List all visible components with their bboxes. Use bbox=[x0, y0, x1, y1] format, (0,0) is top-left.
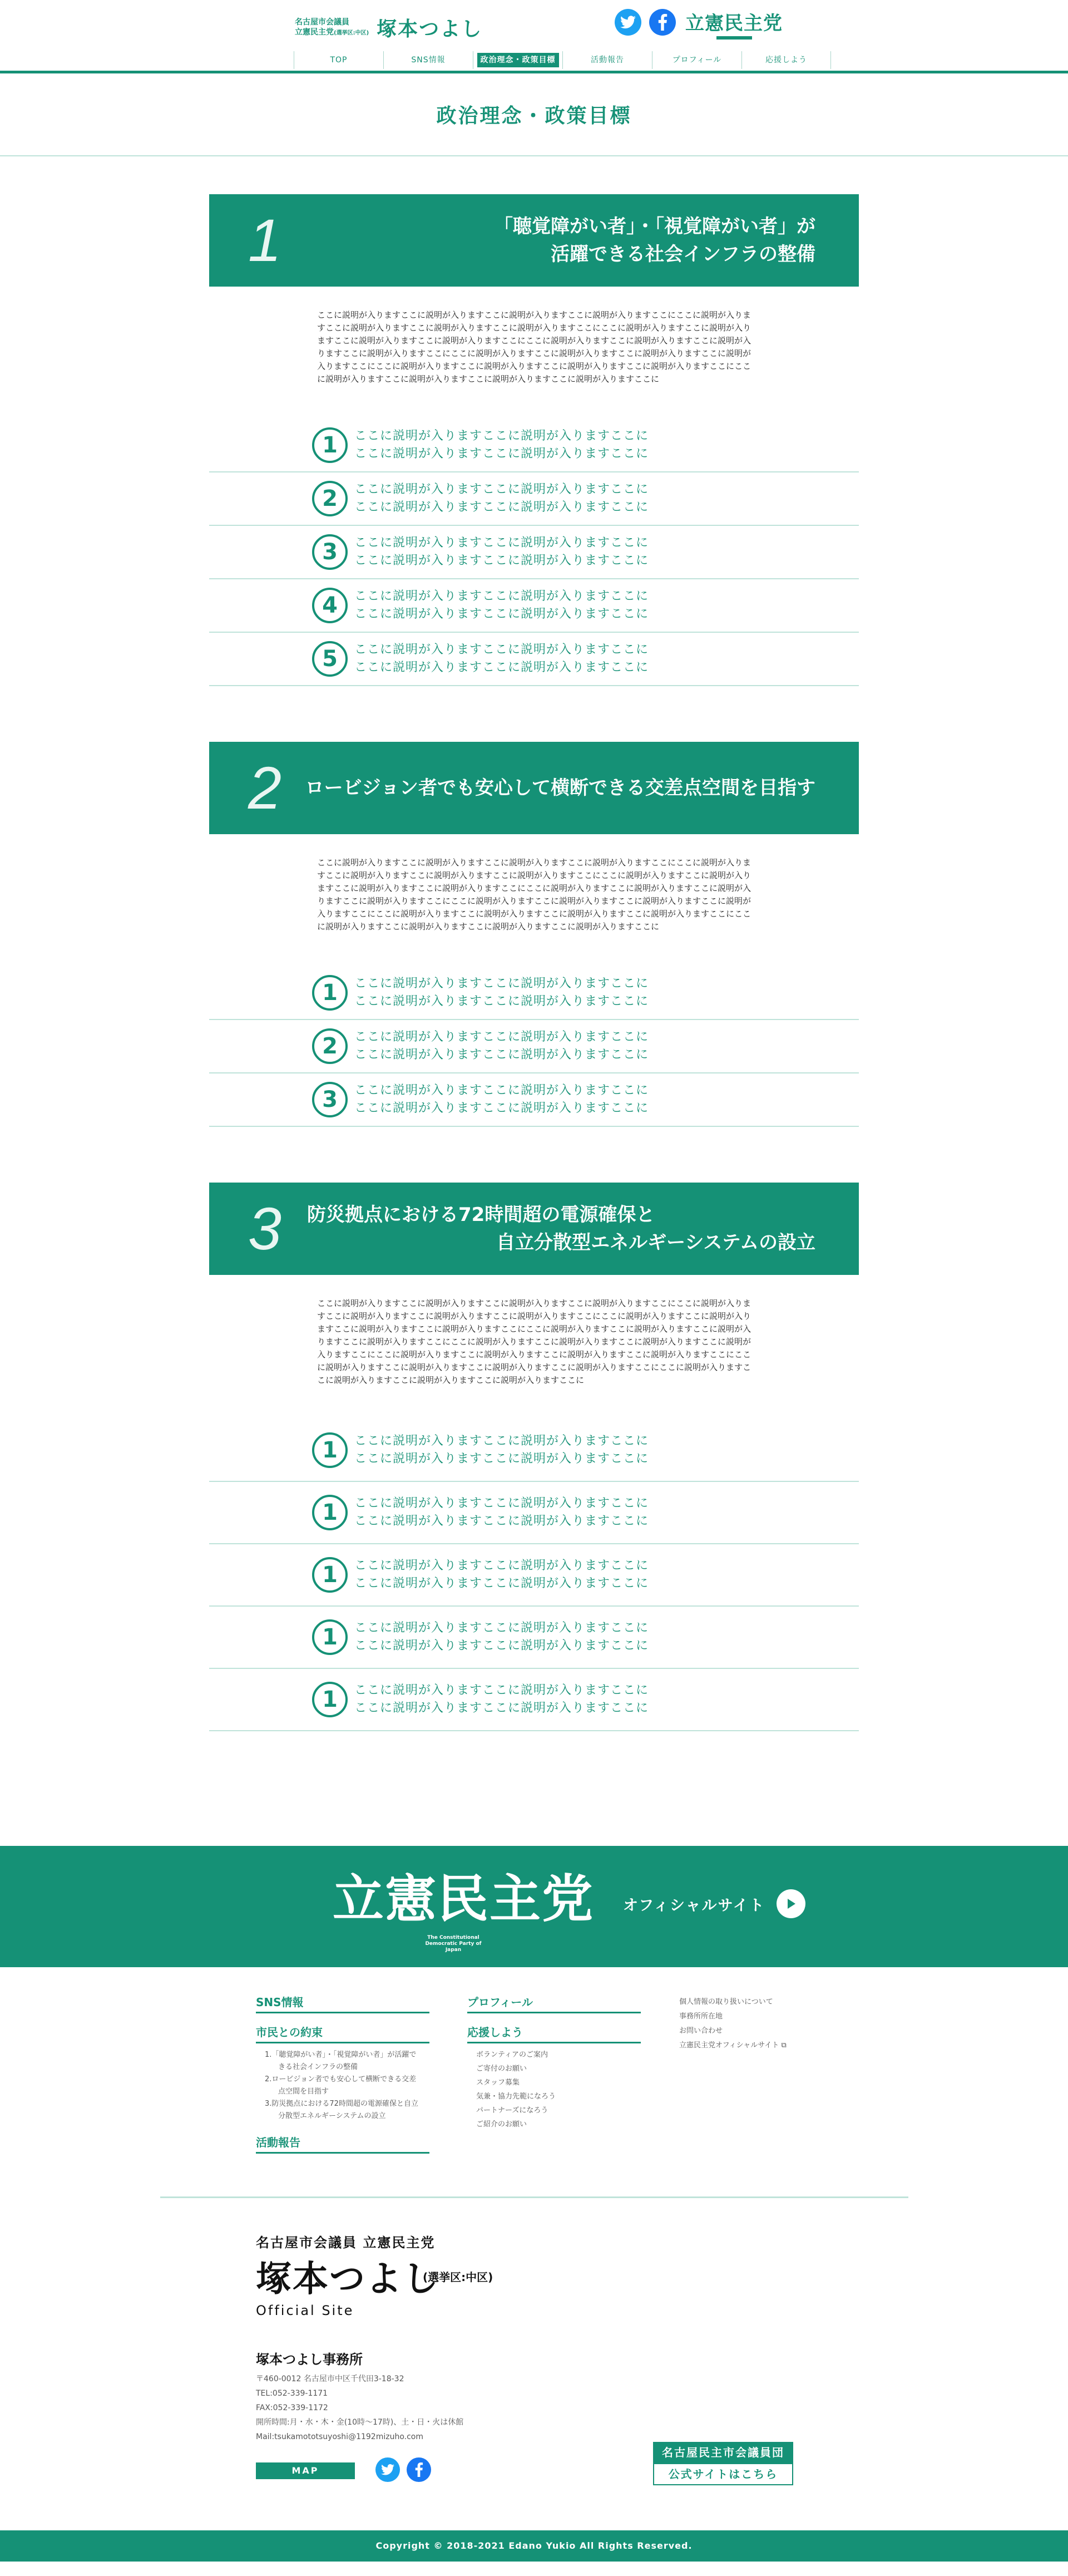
party-official-link[interactable]: 立憲民主党オフィシャルサイト ⧉ bbox=[679, 2041, 787, 2050]
brand-subtitle bbox=[295, 17, 369, 38]
support-item[interactable]: ボランティアのご案内 bbox=[476, 2051, 548, 2059]
goal-items bbox=[209, 419, 859, 686]
play-arrow-icon bbox=[777, 1889, 805, 1918]
item-number: 3 bbox=[312, 1082, 348, 1117]
goal-items bbox=[209, 967, 859, 1127]
promise-item[interactable]: 1.「聴覚障がい者」・「視覚障がい者」が活躍できる社会インフラの整備 bbox=[265, 2051, 417, 2071]
party-banner bbox=[0, 1846, 1068, 1967]
profile-area: (選挙区:中区) bbox=[423, 2270, 493, 2284]
goal-section-1 bbox=[209, 194, 859, 686]
office-address: 〒460-0012 名古屋市中区千代田3-18-32 bbox=[256, 2375, 404, 2383]
official-site-link[interactable] bbox=[623, 1889, 805, 1918]
support-item[interactable]: パートナーズになろう bbox=[476, 2106, 548, 2115]
profile-official-site: Official Site bbox=[256, 2303, 354, 2318]
office-hours: 開所時間:月・水・木・金(10時〜17時)、土・日・火は休館 bbox=[256, 2418, 464, 2427]
footer-link-sns[interactable]: SNS情報 bbox=[256, 1993, 429, 2013]
facebook-icon[interactable] bbox=[407, 2457, 431, 2482]
header-social bbox=[615, 9, 676, 36]
page-title: 政治理念・政策目標 bbox=[0, 73, 1068, 156]
office-info bbox=[256, 2372, 463, 2444]
list-item: 3 ここに説明が入りますここに説明が入りますここに ここに説明が入りますここに説明が入りますここに bbox=[209, 526, 859, 579]
goal-number: 2 bbox=[248, 754, 282, 821]
brand[interactable] bbox=[295, 13, 482, 42]
item-number: 1 bbox=[312, 1682, 348, 1717]
footer-link-activity[interactable]: 活動報告 bbox=[256, 2134, 429, 2154]
item-number: 2 bbox=[312, 1028, 348, 1064]
goal-description: ここに説明が入りますここに説明が入りますここに説明が入りますここに説明が入りますここにここに説明が入りますここに説明が入りますここに説明が入りますここに説明が入りますここにここに説明が入りますここに説明が入りますここに説明が入りますここに説明が入りますここにここに説明が入りますここに説明が入りますここに説明が入りますここに説明が入りますここにここに説明が入りますここに説明が入りますここに説明が入りますここに説明が入りますここにここに説明が入りますここに説明が入りますここに説明が入りますここに説明が入りますここにここに説明が入りますここに説明が入りますここに説明が入りますここに説明が入りますここにここに説明が入りますここに説明が入りますここに説明が入りますここに説明が入りますここに bbox=[317, 1298, 751, 1385]
list-item: 5 ここに説明が入りますここに説明が入りますここに ここに説明が入りますここに説明が入りますここに bbox=[209, 633, 859, 686]
nav-top[interactable]: TOP bbox=[294, 51, 383, 69]
list-item: 1 ここに説明が入りますここに説明が入りますここに ここに説明が入りますここに説明が入りますここに bbox=[209, 1607, 859, 1669]
list-item: 1 ここに説明が入りますここに説明が入りますここに ここに説明が入りますここに説明が入りますここに bbox=[209, 1544, 859, 1607]
twitter-icon[interactable] bbox=[375, 2457, 400, 2482]
item-number: 1 bbox=[312, 1557, 348, 1593]
party-logo[interactable]: 立憲民主党 bbox=[685, 8, 783, 40]
list-item: 1 ここに説明が入りますここに説明が入りますここに ここに説明が入りますここに説明が入りますここに bbox=[209, 1420, 859, 1482]
office-tel: TEL:052-339-1171 bbox=[256, 2389, 328, 2398]
misc-links bbox=[679, 1995, 787, 2053]
footer-links bbox=[0, 1967, 1068, 2196]
goal-title: 「聴覚障がい者」・「視覚障がい者」が 活躍できる社会インフラの整備 bbox=[494, 215, 815, 265]
goal-title: ロービジョン者でも安心して横断できる交差点空間を目指す bbox=[305, 777, 815, 799]
office-location-link[interactable]: 事務所所在地 bbox=[679, 2012, 723, 2021]
goal-description: ここに説明が入りますここに説明が入りますここに説明が入りますここに説明が入りますここにここに説明が入りますここに説明が入りますここに説明が入りますここに説明が入りますここにここに説明が入りますここに説明が入りますここに説明が入りますここに説明が入りますここにここに説明が入りますここに説明が入りますここに説明が入りますここに説明が入りますここにここに説明が入りますここに説明が入りますここに説明が入りますここに説明が入りますここにここに説明が入りますここに説明が入りますここに説明が入りますここに説明が入りますここにここに説明が入りますここに説明が入りますここに説明が入りますここに説明が入りますここに bbox=[317, 858, 751, 932]
footer-profile bbox=[0, 2198, 1068, 2530]
assembly-box bbox=[653, 2442, 793, 2485]
list-item: 3 ここに説明が入りますここに説明が入りますここに ここに説明が入りますここに説明が入りますここに bbox=[209, 1073, 859, 1127]
site-header bbox=[0, 0, 1068, 73]
contact-link[interactable]: お問い合わせ bbox=[679, 2027, 723, 2035]
list-item: 4 ここに説明が入りますここに説明が入りますここに ここに説明が入りますここに説明が入りますここに bbox=[209, 579, 859, 633]
item-number: 1 bbox=[312, 1495, 348, 1530]
facebook-icon[interactable] bbox=[649, 9, 676, 36]
list-item: 1 ここに説明が入りますここに説明が入りますここに ここに説明が入りますここに説明が入りますここに bbox=[209, 967, 859, 1020]
goal-description: ここに説明が入りますここに説明が入りますここに説明が入りますここに説明が入りますここにここに説明が入りますここに説明が入りますここに説明が入りますここに説明が入りますここにここに説明が入りますここに説明が入りますここに説明が入りますここに説明が入りますここにここに説明が入りますここに説明が入りますここに説明が入りますここに説明が入りますここにここに説明が入りますここに説明が入りますここに説明が入りますここに説明が入りますここにここに説明が入りますここに説明が入りますここに説明が入りますここに説明が入りますここにここに説明が入りますここに説明が入りますここに説明が入りますここに説明が入りますここに bbox=[317, 310, 751, 384]
item-number: 1 bbox=[312, 1432, 348, 1468]
goal-header bbox=[209, 194, 859, 287]
footer-link-promise[interactable]: 市民との約束 bbox=[256, 2023, 429, 2043]
external-link-icon: ⧉ bbox=[781, 2041, 787, 2050]
nav-support[interactable]: 応援しよう bbox=[741, 51, 831, 69]
item-number: 3 bbox=[312, 534, 348, 570]
party-banner-logo-en: The Constitutional Democratic Party of Japan bbox=[425, 1935, 482, 1953]
promise-item[interactable]: 3.防災拠点における72時間超の電源確保と自立分散型エネルギーシステムの設立 bbox=[265, 2100, 418, 2120]
goal-number: 1 bbox=[248, 206, 282, 274]
copyright: Copyright © 2018-2021 Edano Yukio All Rights Reserved. bbox=[0, 2530, 1068, 2562]
assembly-link[interactable]: 公式サイトはこちら bbox=[653, 2463, 793, 2485]
item-number: 1 bbox=[312, 1619, 348, 1655]
goal-items bbox=[209, 1420, 859, 1731]
footer-link-support[interactable]: 応援しよう bbox=[467, 2023, 641, 2043]
nav-policy[interactable]: 政治理念・政策目標 bbox=[473, 51, 562, 69]
list-item: 2 ここに説明が入りますここに説明が入りますここに ここに説明が入りますここに説明が入りますここに bbox=[209, 1020, 859, 1073]
footer-col-2 bbox=[467, 1993, 641, 2131]
goal-number: 3 bbox=[248, 1195, 282, 1262]
promise-list bbox=[265, 2049, 429, 2122]
support-item[interactable]: ご紹介のお願い bbox=[476, 2120, 527, 2129]
footer-social bbox=[375, 2457, 431, 2482]
goal-section-2 bbox=[209, 742, 859, 1127]
footer-col-1 bbox=[256, 1993, 429, 2164]
main-nav bbox=[294, 51, 831, 69]
map-button[interactable]: MAP bbox=[256, 2462, 355, 2479]
list-item: 1 ここに説明が入りますここに説明が入りますここに ここに説明が入りますここに説明が入りますここに bbox=[209, 419, 859, 472]
item-number: 1 bbox=[312, 975, 348, 1011]
support-item[interactable]: 気兼・協力先範になろう bbox=[476, 2092, 556, 2101]
list-item: 2 ここに説明が入りますここに説明が入りますここに ここに説明が入りますここに説明が入りますここに bbox=[209, 472, 859, 526]
nav-sns[interactable]: SNS情報 bbox=[383, 51, 473, 69]
support-item[interactable]: ご寄付のお願い bbox=[476, 2065, 527, 2073]
goal-header bbox=[209, 1183, 859, 1275]
support-list bbox=[467, 2048, 641, 2131]
list-item: 1 ここに説明が入りますここに説明が入りますここに ここに説明が入りますここに説明が入りますここに bbox=[209, 1669, 859, 1731]
privacy-link[interactable]: 個人情報の取り扱いについて bbox=[679, 1998, 773, 2006]
item-number: 2 bbox=[312, 481, 348, 516]
nav-activity[interactable]: 活動報告 bbox=[562, 51, 652, 69]
brand-line1: 名古屋市会議員 bbox=[295, 17, 349, 27]
item-number: 5 bbox=[312, 641, 348, 677]
promise-item[interactable]: 2.ロービジョン者でも安心して横断できる交差点空間を目指す bbox=[265, 2075, 417, 2096]
goal-title: 防災拠点における72時間超の電源確保と 自立分散型エネルギーシステムの設立 bbox=[307, 1204, 815, 1254]
office-mail[interactable]: Mail:tsukamototsuyoshi@1192mizuho.com bbox=[256, 2432, 423, 2441]
support-item[interactable]: スタッフ募集 bbox=[476, 2078, 520, 2087]
party-banner-logo[interactable]: 立憲民主党 bbox=[333, 1869, 595, 1929]
item-number: 4 bbox=[312, 588, 348, 623]
goal-section-3 bbox=[209, 1183, 859, 1731]
item-number: 1 bbox=[312, 427, 348, 463]
office-name: 塚本つよし事務所 bbox=[256, 2352, 363, 2367]
brand-name: 塚本つよし bbox=[377, 18, 483, 41]
assembly-label: 名古屋民主市会議員団 bbox=[653, 2442, 793, 2463]
nav-profile[interactable]: プロフィール bbox=[652, 51, 741, 69]
brand-line2: 立憲民主党 bbox=[295, 27, 334, 37]
footer-link-profile[interactable]: プロフィール bbox=[467, 1993, 641, 2013]
twitter-icon[interactable] bbox=[615, 9, 641, 36]
goal-header bbox=[209, 742, 859, 834]
profile-name: 塚本つよし bbox=[256, 2259, 439, 2300]
profile-affiliation: 名古屋市会議員 立憲民主党 bbox=[256, 2235, 436, 2250]
brand-area: (選挙区:中区) bbox=[334, 29, 369, 36]
official-site-label: オフィシャルサイト bbox=[623, 1897, 765, 1914]
office-fax: FAX:052-339-1172 bbox=[256, 2403, 328, 2412]
list-item: 1 ここに説明が入りますここに説明が入りますここに ここに説明が入りますここに説明が入りますここに bbox=[209, 1482, 859, 1544]
